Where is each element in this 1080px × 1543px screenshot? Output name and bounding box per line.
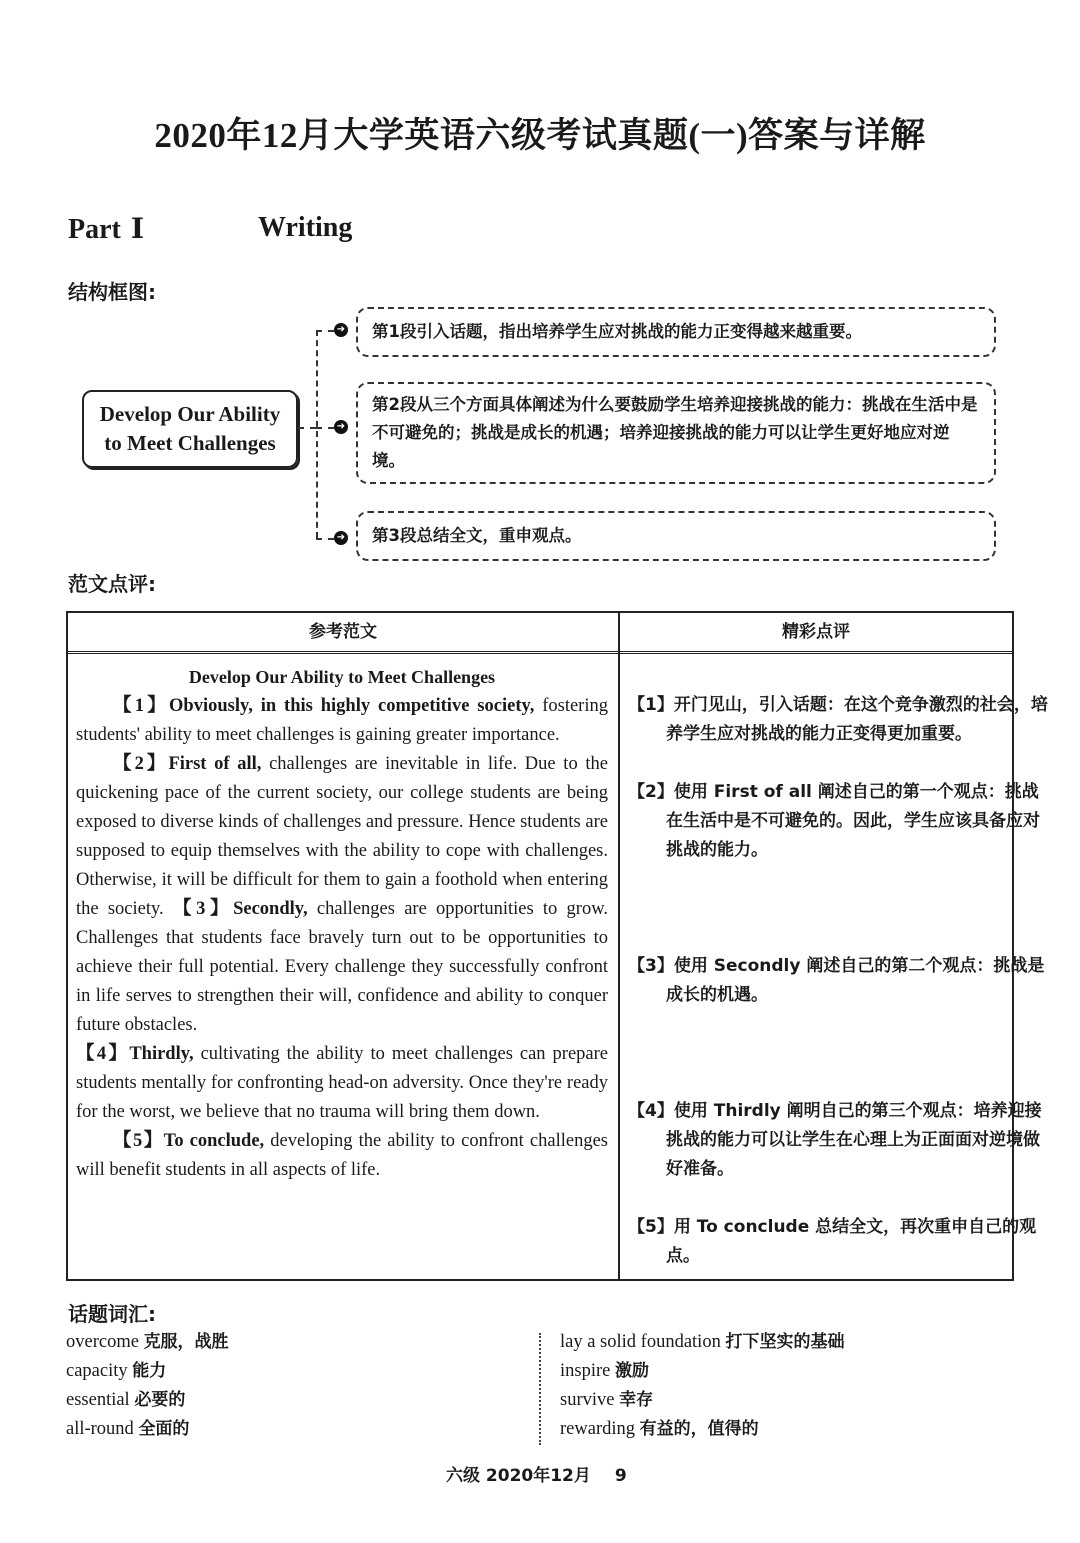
comment-2: 【2】使用 First of all 阐述自己的第一个观点：挑战在生活中是不可避免的。因此，学生应该具备应对挑战的能力。 xyxy=(628,782,1040,860)
comment-4: 【4】使用 Thirdly 阐明自己的第三个观点：培养迎接挑战的能力可以让学生在心理上为正面面对逆境做好准备。 xyxy=(628,1101,1042,1179)
arrow-circle-icon: ➜ xyxy=(334,531,348,545)
essay-title: Develop Our Ability to Meet Challenges xyxy=(188,667,496,687)
connector-branch-3 xyxy=(316,538,334,540)
footer-text: 六级 2020年12月 xyxy=(446,1466,591,1486)
essay-paragraph-2-cont: 【4】Thirdly, cultivating the ability to meet challenges can prepare students mentally for confronting head-on adversity. Once they're ready for the worst, we believe that no trauma will bring them down. xyxy=(76,1044,608,1122)
vocab-item: essential 必要的 xyxy=(66,1390,186,1410)
essay-paragraph-1: 【1】Obviously, in this highly competitive society, fostering students' ability to meet challenges is gaining greater importance. xyxy=(76,696,608,745)
review-label: 范文点评: xyxy=(68,572,156,596)
arrow-circle-icon: ➜ xyxy=(334,323,348,337)
diagram-branch-1: 第1段引入话题，指出培养学生应对挑战的能力正变得越来越重要。 xyxy=(356,307,996,357)
column-divider xyxy=(618,613,620,1279)
diagram-branch-3: 第3段总结全文，重申观点。 xyxy=(356,511,996,561)
header-sample-essay: 参考范文 xyxy=(309,622,377,642)
connector-main xyxy=(298,427,316,429)
part-label: Part xyxy=(68,214,121,245)
part-name: Writing xyxy=(258,212,353,243)
connector-trunk xyxy=(316,330,318,538)
vocab-item: lay a solid foundation 打下坚实的基础 xyxy=(560,1332,845,1352)
essay-paragraph-3: 【5】To conclude, developing the ability to confront challenges will benefit students in all aspects of life. xyxy=(76,1131,608,1180)
diagram-branch-2: 第2段从三个方面具体阐述为什么要鼓励学生培养迎接挑战的能力：挑战在生活中是不可避免的；挑战是成长的机遇；培养迎接挑战的能力可以让学生更好地应对逆境。 xyxy=(356,382,996,484)
arrow-circle-icon: ➜ xyxy=(334,420,348,434)
main-node-line-2: to Meet Challenges xyxy=(104,431,276,455)
vocabulary-divider xyxy=(539,1333,541,1445)
page-title: 2020年12月大学英语六级考试真题(一)答案与详解 xyxy=(154,116,926,155)
essay-paragraph-2: 【2】First of all, challenges are inevitable in life. Due to the quickening pace of the current society, our college students are being exposed to diverse kinds of challenges and pressure. Hence students are supposed to equip themselves with the ability to cope with challenges. Otherwise, it will be difficult for them to gain a foothold when entering the society. 【3】Secondly, challenges are opportunities to grow. Challenges that students face bravely turn out to be opportunities to achieve their full potential. Every challenge they successfully confront in life serves to strengthen their will, confidence and ability to conquer future obstacles. xyxy=(76,754,608,1035)
page-footer xyxy=(446,1461,627,1486)
main-node-line-1: Develop Our Ability xyxy=(99,402,281,426)
table-header-row xyxy=(68,613,1012,654)
part-heading xyxy=(68,212,144,246)
comment-1: 【1】开门见山，引入话题：在这个竞争激烈的社会，培养学生应对挑战的能力正变得更加重要。 xyxy=(628,695,1048,744)
comment-5: 【5】用 To conclude 总结全文，再次重申自己的观点。 xyxy=(628,1217,1037,1266)
vocabulary-right xyxy=(560,1328,844,1444)
comment-3: 【3】使用 Secondly 阐述自己的第二个观点：挑战是成长的机遇。 xyxy=(628,956,1045,1005)
vocabulary-label: 话题词汇: xyxy=(68,1302,156,1326)
vocab-item: survive 幸存 xyxy=(560,1390,654,1410)
vocab-item: inspire 激励 xyxy=(560,1361,649,1381)
sample-essay xyxy=(76,663,608,1185)
header-comments: 精彩点评 xyxy=(782,622,850,642)
vocab-item: capacity 能力 xyxy=(66,1361,167,1381)
vocabulary-left xyxy=(66,1328,229,1444)
page-number: 9 xyxy=(614,1466,627,1486)
structure-label: 结构框图: xyxy=(68,280,156,304)
vocab-item: rewarding 有益的，值得的 xyxy=(560,1419,759,1439)
vocab-item: overcome 克服，战胜 xyxy=(66,1332,229,1352)
connector-branch-2 xyxy=(316,427,334,429)
connector-branch-1 xyxy=(316,330,334,332)
part-number: Ⅰ xyxy=(130,214,144,245)
diagram-main-node xyxy=(82,390,298,468)
vocab-item: all-round 全面的 xyxy=(66,1419,190,1439)
essay-review-table xyxy=(66,611,1048,1281)
